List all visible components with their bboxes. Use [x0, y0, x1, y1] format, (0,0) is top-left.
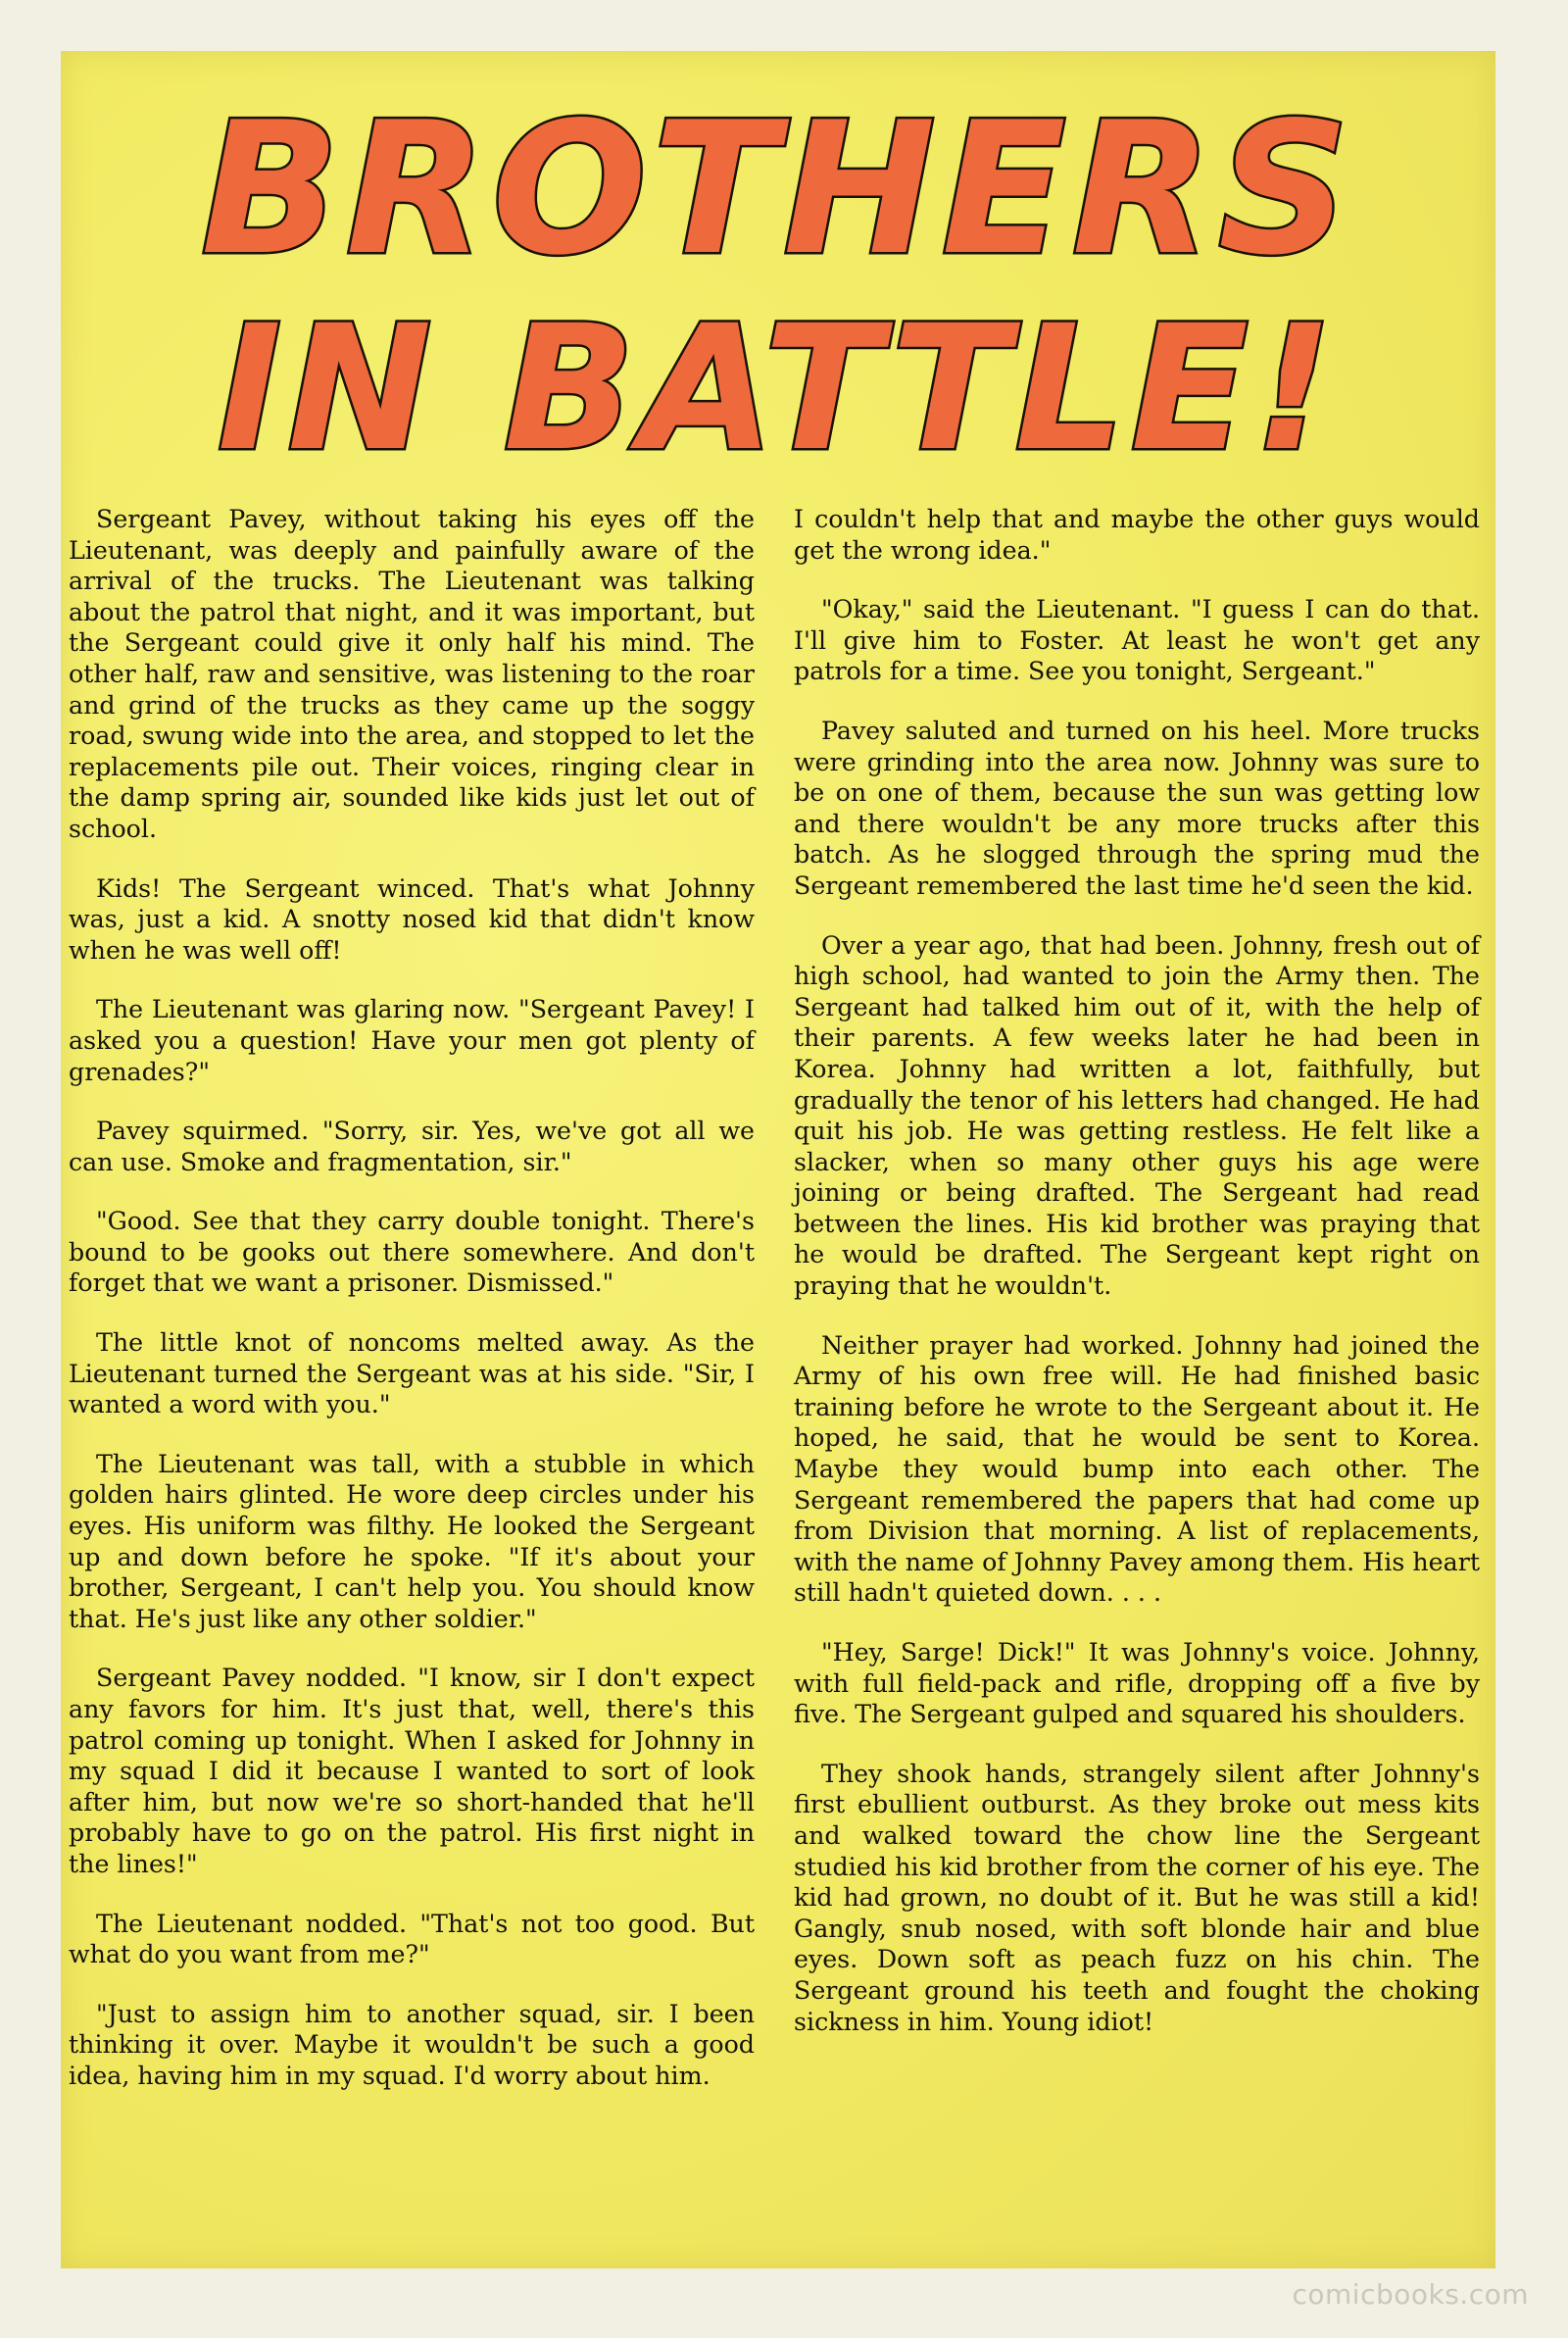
paragraph: Sergeant Pavey nodded. "I know, sir I don't expect any favors for him. It's just that, well, there's this patrol coming up tonight. When I asked for Johnny in my squad I did it because I wanted to sort of look after him, but now we're so short-handed that he'll probably have to go on the patrol. His first night in the lines!" — [69, 1664, 755, 1878]
story-panel — [61, 51, 1495, 2268]
paragraph: "Okay," said the Lieutenant. "I guess I can do that. I'll give him to Foster. At least he won't get any patrols for a time. See you tonight, Sergeant." — [794, 595, 1480, 686]
paragraph: "Just to assign him to another squad, sir. I been thinking it over. Maybe it wouldn't be such a good idea, having him in my squad. I'd worry about him. — [69, 1999, 755, 2090]
paragraph: Neither prayer had worked. Johnny had joined the Army of his own free will. He had finished basic training before he wrote to the Sergeant about it. He hoped, he said, that he would be sent to Korea. Maybe they would bump into each other. The Sergeant remembered the papers that had come up from Division that morning. A list of replacements, with the name of Johnny Pavey among them. His heart still hadn't quieted down. . . . — [794, 1330, 1480, 1608]
paragraph: The Lieutenant nodded. "That's not too good. But what do you want from me?" — [69, 1909, 755, 1969]
paragraph: The Lieutenant was glaring now. "Sergeant Pavey! I asked you a question! Have your men got plenty of grenades?" — [69, 995, 755, 1086]
paragraph: Pavey saluted and turned on his heel. More trucks were grinding into the area now. Johnny was sure to be on one of them, because the sun was getting low and there wouldn't be any more trucks after this batch. As he slogged through the spring mud the Sergeant remembered the last time he'd seen the kid. — [794, 716, 1480, 900]
paragraph: The Lieutenant was tall, with a stubble in which golden hairs glinted. He wore deep circles under his eyes. His uniform was filthy. He looked the Sergeant up and down before he spoke. "If it's about your brother, Sergeant, I can't help you. You should know that. He's just like any other soldier." — [69, 1449, 755, 1633]
paragraph: I couldn't help that and maybe the other guys would get the wrong idea." — [794, 505, 1480, 565]
text-column-left — [69, 504, 755, 2120]
title-line-1: BROTHERS — [201, 82, 1355, 295]
watermark: comicbooks.com — [1292, 2278, 1529, 2311]
paragraph: Kids! The Sergeant winced. That's what Johnny was, just a kid. A snotty nosed kid that didn't know when he was well off! — [69, 873, 755, 965]
paragraph: Pavey squirmed. "Sorry, sir. Yes, we've got all we can use. Smoke and fragmentation, sir." — [69, 1117, 755, 1176]
paragraph: Over a year ago, that had been. Johnny, fresh out of high school, had wanted to join the Army then. The Sergeant had talked him out of it, with the help of their parents. A few weeks later he had been in Korea. Johnny had written a lot, faithfully, but gradually the tenor of his letters had changed. He had quit his job. He was getting restless. He felt like a slacker, when so many other guys his age were joining or being drafted. The Sergeant had read between the lines. His kid brother was praying that he would be drafted. The Sergeant kept right on praying that he wouldn't. — [794, 930, 1480, 1301]
paragraph: "Hey, Sarge! Dick!" It was Johnny's voice. Johnny, with full field-pack and rifle, dropping off a five by five. The Sergeant gulped and squared his shoulders. — [794, 1638, 1480, 1729]
story-title — [61, 51, 1495, 492]
title-lettering — [61, 51, 1495, 492]
text-column-right — [794, 504, 1480, 2065]
paragraph: They shook hands, strangely silent after Johnny's first ebullient outburst. As they broke out mess kits and walked toward the chow line the Sergeant studied his kid brother from the corner of his eye. The kid had grown, no doubt of it. But he was still a kid! Gangly, snub nosed, with soft blonde hair and blue eyes. Down soft as peach fuzz on his chin. The Sergeant ground his teeth and fought the choking sickness in him. Young idiot! — [794, 1759, 1480, 2036]
paragraph: Sergeant Pavey, without taking his eyes off the Lieutenant, was deeply and painfully aware of the arrival of the trucks. The Lieutenant was talking about the patrol that night, and it was important, but the Sergeant could give it only half his mind. The other half, raw and sensitive, was listening to the roar and grind of the trucks as they came up the soggy road, swung wide into the area, and stopped to let the replacements pile out. Their voices, ringing clear in the damp spring air, sounded like kids just let out of school. — [69, 505, 755, 843]
paragraph: The little knot of noncoms melted away. As the Lieutenant turned the Sergeant was at his side. "Sir, I wanted a word with you." — [69, 1328, 755, 1419]
title-line-2: IN BATTLE! — [217, 288, 1340, 489]
paragraph: "Good. See that they carry double tonight. There's bound to be gooks out there somewhere. And don't forget that we want a prisoner. Dismissed." — [69, 1207, 755, 1298]
